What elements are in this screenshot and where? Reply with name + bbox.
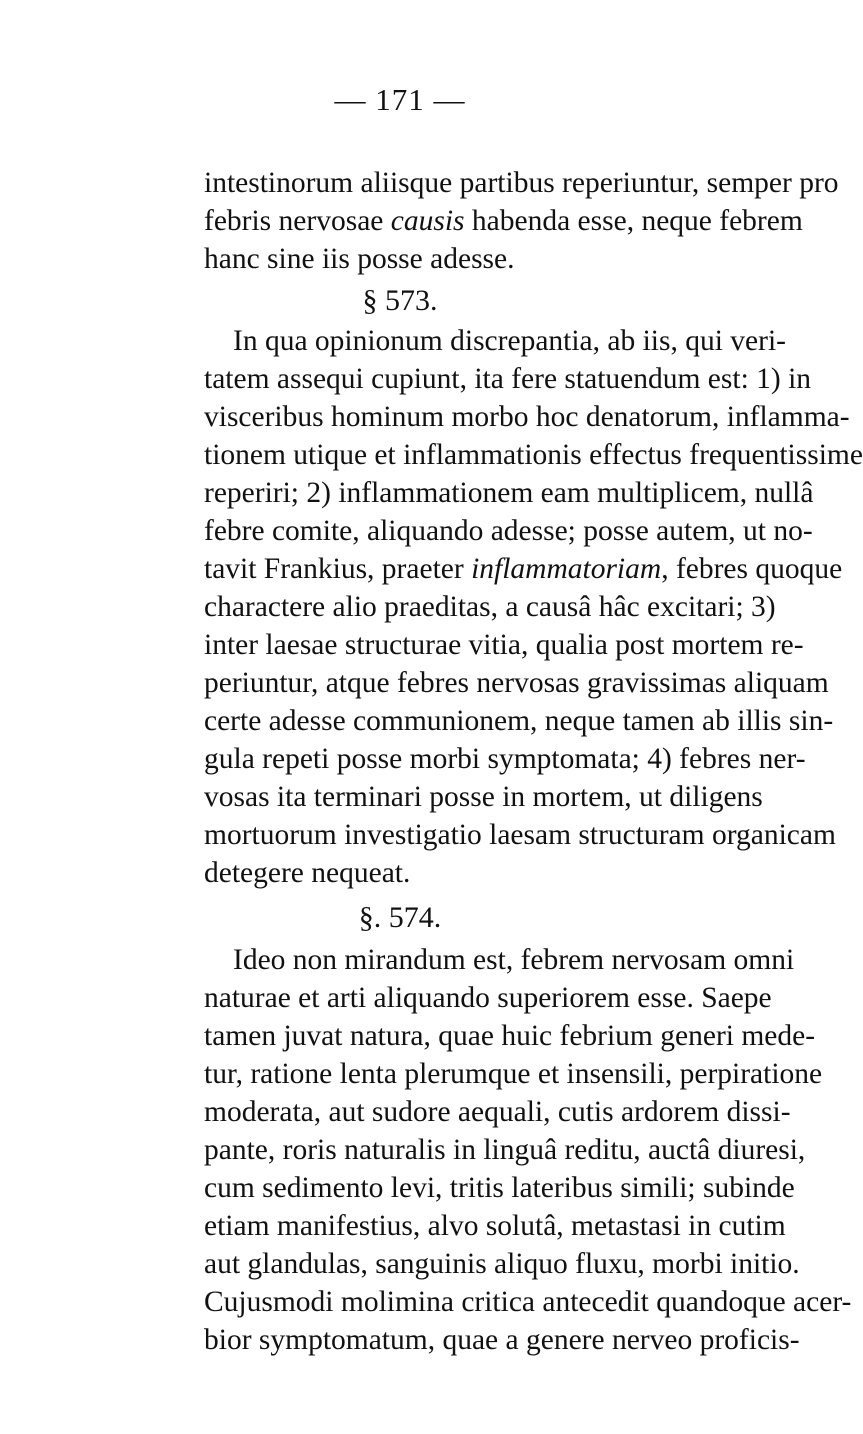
text-line: inter laesae structurae vitia, qualia post mortem re-: [204, 629, 804, 661]
italic-word: causis: [390, 205, 465, 237]
text-line: naturae et arti aliquando superiorem esse. Saepe: [204, 982, 772, 1014]
text-line: tamen juvat natura, quae huic febrium generi mede-: [204, 1020, 816, 1052]
text-line: gula repeti posse morbi symptomata; 4) febres ner-: [204, 743, 806, 775]
text-line: In qua opinionum discrepantia, ab iis, qui veri-: [233, 325, 786, 357]
text-line: certe adesse communionem, neque tamen ab illis sin-: [204, 705, 834, 737]
text-line: Ideo non mirandum est, febrem nervosam omni: [233, 944, 795, 976]
text-line: detegere nequeat.: [204, 857, 411, 889]
text-segment: febris nervosae causis habenda esse, neque febrem: [204, 205, 803, 237]
text-line: Cujusmodi molimina critica antecedit quandoque acer-: [204, 1286, 852, 1318]
text-line: [204, 202, 803, 240]
text-line: tionem utique et inflammationis effectus frequentissime: [204, 439, 863, 471]
page-number: — 171 —: [334, 82, 466, 117]
text-line: charactere alio praeditas, a causâ hâc excitari; 3): [204, 591, 776, 623]
text-line: intestinorum aliisque partibus reperiuntur, semper pro: [204, 167, 839, 199]
text-line: hanc sine iis posse adesse.: [204, 243, 515, 275]
section-heading: § 573.: [362, 284, 438, 317]
text-line: tatem assequi cupiunt, ita fere statuendum est: 1) in: [204, 363, 812, 395]
text-line: [204, 550, 843, 588]
italic-word: inflammatoriam: [471, 553, 662, 585]
text-line: mortuorum investigatio laesam structuram organicam: [204, 819, 836, 851]
section-heading: §. 574.: [358, 901, 442, 934]
text-line: tur, ratione lenta plerumque et insensili, perpiratione: [204, 1058, 823, 1090]
text-segment: tavit Frankius, praeter inflammatoriam, febres quoque: [204, 553, 843, 585]
text-line: aut glandulas, sanguinis aliquo fluxu, morbi initio.: [204, 1248, 800, 1280]
text-line: febre comite, aliquando adesse; posse autem, ut no-: [204, 515, 813, 547]
text-line: moderata, aut sudore aequali, cutis ardorem dissi-: [204, 1096, 791, 1128]
text-line: visceribus hominum morbo hoc denatorum, inflamma-: [204, 401, 850, 433]
text-line: bior symptomatum, quae a genere nerveo proficis-: [204, 1324, 800, 1356]
text-line: reperiri; 2) inflammationem eam multiplicem, nullâ: [204, 477, 814, 509]
text-line: periuntur, atque febres nervosas gravissimas aliquam: [204, 667, 829, 699]
text-line: vosas ita terminari posse in mortem, ut diligens: [204, 781, 763, 813]
text-line: pante, roris naturalis in linguâ reditu, auctâ diuresi,: [204, 1134, 806, 1166]
text-line: cum sedimento levi, tritis lateribus simili; subinde: [204, 1172, 795, 1204]
text-line: etiam manifestius, alvo solutâ, metastasi in cutim: [204, 1210, 786, 1242]
